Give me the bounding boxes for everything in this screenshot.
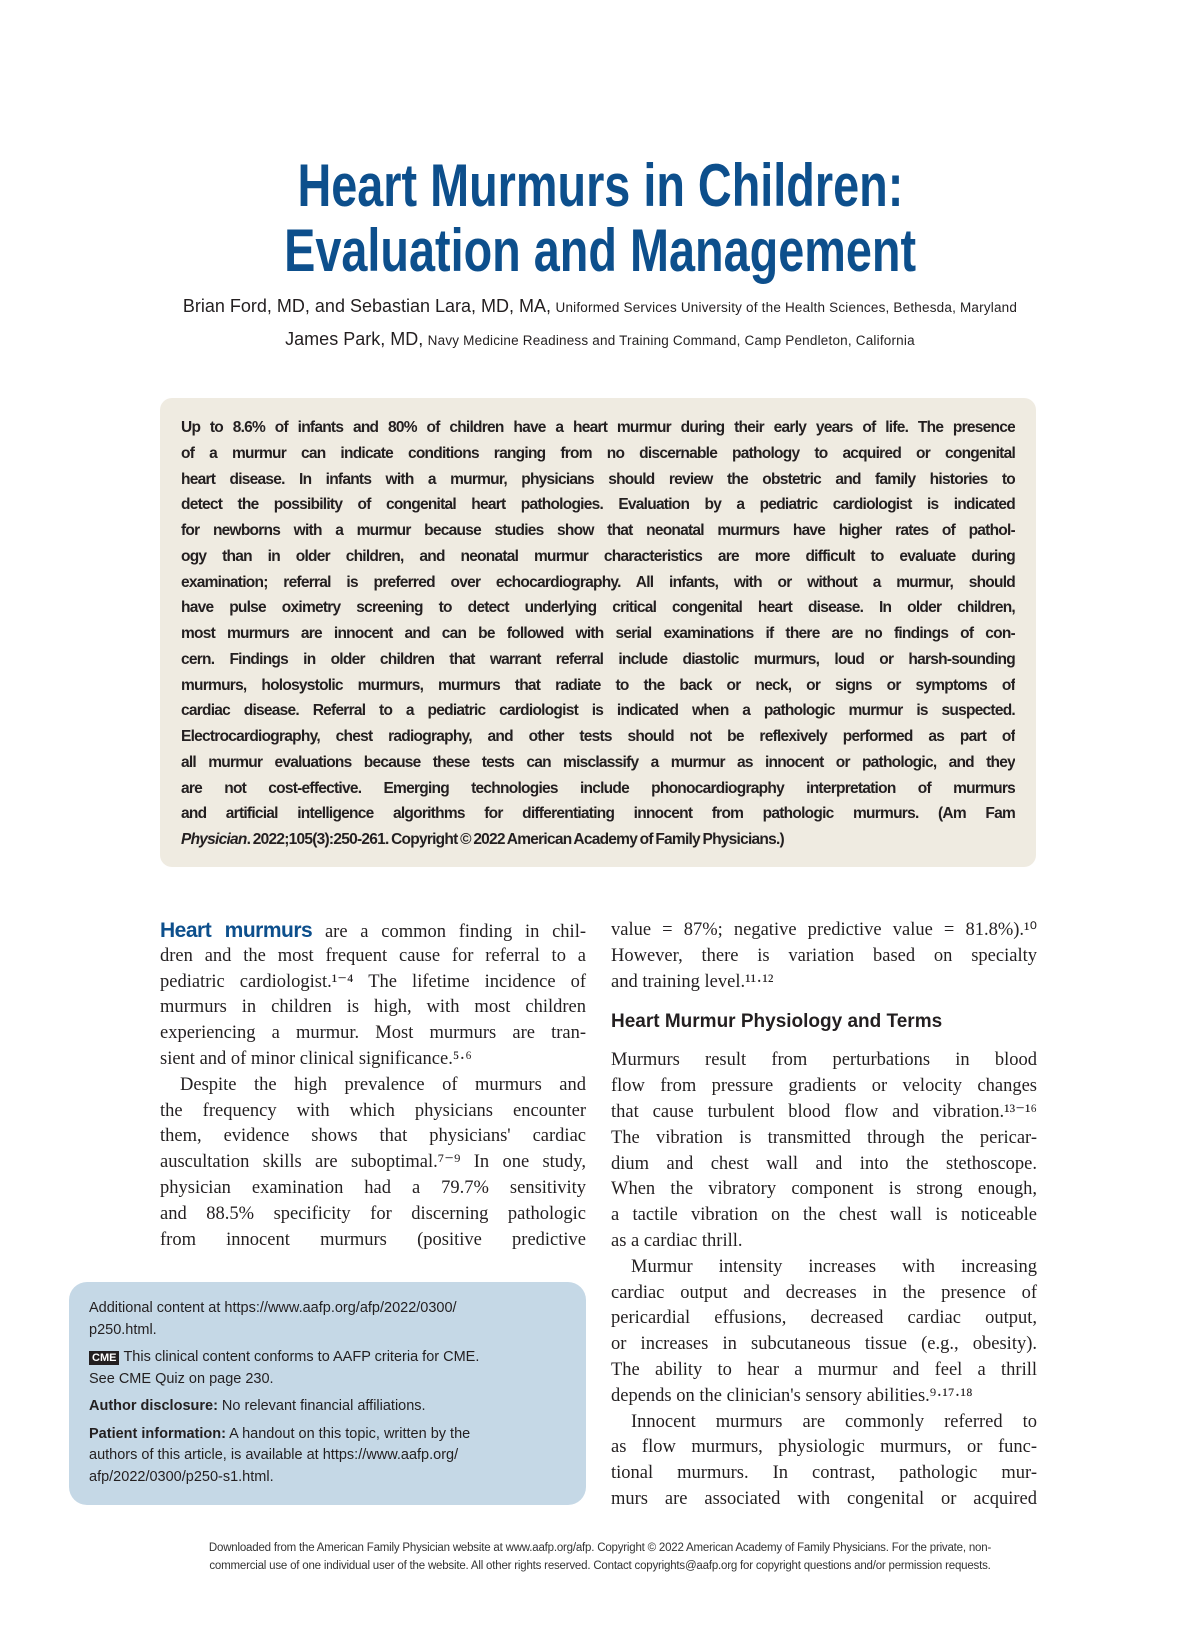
body-text-line xyxy=(611,1332,1037,1358)
body-text-line xyxy=(160,1099,586,1125)
line-text: The vibration is transmitted through the pericar- xyxy=(611,1127,1037,1148)
line-text: Murmur intensity increases with increasing xyxy=(631,1256,1037,1277)
abstract-line: Up to 8.6% of infants and 80% of children have a heart murmur during their early years of life. The presence xyxy=(181,419,1015,436)
abstract-citation-line xyxy=(181,827,1015,853)
abstract-line: examination; referral is preferred over echocardiography. All infants, with or without a murmur, should xyxy=(181,573,1015,591)
abstract-line: of a murmur can indicate conditions ranging from no discernable pathology to acquired or congenital xyxy=(181,444,1015,462)
line-text: sient and of minor clinical significance.⁵·⁶ xyxy=(160,1048,472,1069)
line-text: tional murmurs. In contrast, pathologic mur- xyxy=(611,1463,1037,1484)
body-text-line xyxy=(611,1281,1037,1307)
citation-journal: Physician xyxy=(181,831,247,848)
abstract-box xyxy=(160,398,1036,867)
abstract-text xyxy=(181,415,1015,853)
line-text: the frequency with which physicians encounter xyxy=(160,1100,586,1121)
line-text: are a common finding in chil- xyxy=(324,922,586,942)
citation-details: . 2022;105(3):250-261. Copyright © 2022 American Academy of Family Physicians.) xyxy=(246,831,784,848)
section-heading: Heart Murmur Physiology and Terms xyxy=(611,1011,943,1033)
additional-content-link[interactable]: Additional content at https://www.aafp.org/afp/2022/0300/ xyxy=(89,1300,457,1316)
disclosure-text: No relevant financial affiliations. xyxy=(217,1398,426,1414)
line-text: dium and chest wall and into the stethoscope. xyxy=(611,1153,1037,1174)
patient-info-text: A handout on this topic, written by the xyxy=(225,1425,471,1442)
author-disclosure xyxy=(89,1396,569,1418)
author-line-2 xyxy=(0,329,1200,350)
abstract-line: all murmur evaluations because these tests can misclassify a murmur as innocent or pathologic, and they xyxy=(181,753,1015,771)
line-text: experiencing a murmur. Most murmurs are tran- xyxy=(160,1023,586,1044)
right-column xyxy=(611,918,1037,1513)
abstract-line: detect the possibility of congenital heart pathologies. Evaluation by a pediatric cardiologist is indicated xyxy=(181,496,1015,514)
line-text: dren and the most frequent cause for referral to a xyxy=(160,945,586,966)
line-text: Despite the high prevalence of murmurs and xyxy=(180,1074,586,1095)
footer-line: Downloaded from the American Family Physician website at www.aafp.org/afp. Copyright © 2022 American Academy of Family Physicians. For the private, non- xyxy=(208,1542,992,1554)
body-text-line xyxy=(611,1100,1037,1126)
abstract-line: are not cost-effective. Emerging technologies include phonocardiography interpretation of murmurs xyxy=(181,779,1015,797)
body-text-line xyxy=(160,1124,586,1150)
additional-content-note xyxy=(89,1298,569,1341)
lead-in-heading: Heart murmurs xyxy=(160,919,313,942)
body-text-line xyxy=(160,1021,586,1047)
line-text: pediatric cardiologist.¹⁻⁴ The lifetime incidence of xyxy=(160,971,586,992)
disclosure-label: Author disclosure: xyxy=(89,1398,218,1414)
line-text: Innocent murmurs are commonly referred to xyxy=(631,1411,1037,1432)
line-text: from innocent murmurs (positive predictive xyxy=(160,1229,586,1250)
line-text: and 88.5% specificity for discerning pathologic xyxy=(160,1203,586,1224)
line-text: murs are associated with congenital or acquired xyxy=(611,1488,1037,1509)
patient-information xyxy=(89,1424,569,1489)
author-affiliation: Uniformed Services University of the Health Sciences, Bethesda, Maryland xyxy=(555,300,1018,315)
body-text-line xyxy=(160,1073,586,1099)
body-text-line xyxy=(160,1176,586,1202)
body-text-line xyxy=(160,1202,586,1228)
cme-note xyxy=(89,1347,569,1390)
body-text-line xyxy=(611,1048,1037,1074)
body-text-line xyxy=(611,944,1037,970)
line-text: value = 87%; negative predictive value = 81.8%).¹⁰ xyxy=(611,920,1037,940)
abstract-line: most murmurs are innocent and can be followed with serial examinations if there are no findings of con- xyxy=(181,625,1015,642)
cme-text: See CME Quiz on page 230. xyxy=(89,1370,274,1387)
body-text-line xyxy=(160,918,586,944)
line-text: When the vibratory component is strong enough, xyxy=(611,1179,1037,1200)
line-text: them, evidence shows that physicians' cardiac xyxy=(160,1126,586,1147)
abstract-line: ogy than in older children, and neonatal murmur characteristics are more difficult to evaluate during xyxy=(181,547,1015,565)
line-text: The ability to hear a murmur and feel a thrill xyxy=(611,1359,1037,1380)
line-text: murmurs in children is high, with most children xyxy=(160,997,586,1018)
body-text-line xyxy=(611,1152,1037,1178)
line-text: as flow murmurs, physiologic murmurs, or func- xyxy=(611,1437,1037,1458)
abstract-line: Electrocardiography, chest radiography, and other tests should not be reflexively performed as part of xyxy=(181,728,1015,745)
author-names: James Park, MD, xyxy=(285,329,424,349)
body-text-line xyxy=(160,944,586,970)
article-title-line-1: Heart Murmurs in Children: xyxy=(297,152,903,219)
body-text-line xyxy=(611,1461,1037,1487)
body-text-line xyxy=(611,1203,1037,1229)
cme-badge: CME xyxy=(89,1351,119,1365)
body-text-line xyxy=(611,918,1037,944)
body-text-line xyxy=(611,970,1037,996)
body-text-line xyxy=(611,1306,1037,1332)
line-text: cardiac output and decreases in the presence of xyxy=(611,1282,1037,1303)
additional-content-link[interactable]: p250.html. xyxy=(89,1321,157,1338)
line-text: However, there is variation based on specialty xyxy=(611,945,1037,966)
line-text: auscultation skills are suboptimal.⁷⁻⁹ In one study, xyxy=(160,1152,586,1173)
line-text: as a cardiac thrill. xyxy=(611,1230,743,1251)
line-text: and training level.¹¹·¹² xyxy=(611,971,774,992)
abstract-line: cern. Findings in older children that warrant referral include diastolic murmurs, loud or harsh-sounding xyxy=(181,650,1015,668)
body-text-line xyxy=(611,1177,1037,1203)
line-text: pericardial effusions, decreased cardiac output, xyxy=(611,1308,1037,1329)
body-text-line xyxy=(611,1384,1037,1410)
line-text: a tactile vibration on the chest wall is noticeable xyxy=(611,1205,1037,1226)
line-text: that cause turbulent blood flow and vibration.¹³⁻¹⁶ xyxy=(611,1101,1037,1122)
author-affiliation: Navy Medicine Readiness and Training Command, Camp Pendleton, California xyxy=(427,333,915,348)
abstract-line: have pulse oximetry screening to detect underlying critical congenital heart disease. In older children, xyxy=(181,599,1015,617)
author-line-1 xyxy=(0,296,1200,317)
info-sidebar xyxy=(69,1282,586,1505)
body-text-line xyxy=(611,1410,1037,1436)
article-title-line-2: Evaluation and Management xyxy=(284,217,916,284)
body-text-line xyxy=(611,1255,1037,1281)
patient-info-link[interactable]: afp/2022/0300/p250-s1.html. xyxy=(89,1468,274,1485)
line-text: depends on the clinician's sensory abilities.⁹·¹⁷·¹⁸ xyxy=(611,1385,973,1406)
abstract-line: for newborns with a murmur because studies show that neonatal murmurs have higher rates of pathol- xyxy=(181,522,1015,539)
line-text: flow from pressure gradients or velocity changes xyxy=(611,1076,1037,1097)
line-text: or increases in subcutaneous tissue (e.g., obesity). xyxy=(611,1334,1037,1355)
patient-info-text: authors of this article, is available at https://www.aafp.org/ xyxy=(89,1447,459,1463)
body-text-line xyxy=(160,970,586,996)
line-text: physician examination had a 79.7% sensitivity xyxy=(160,1177,586,1198)
copyright-footer xyxy=(0,1539,1200,1575)
abstract-line: and artificial intelligence algorithms for differentiating innocent from pathologic murmurs. (Am Fam xyxy=(181,805,1015,823)
body-text-line xyxy=(611,1074,1037,1100)
body-text-line xyxy=(160,1228,586,1254)
body-text-line xyxy=(160,995,586,1021)
abstract-line: cardiac disease. Referral to a pediatric cardiologist is indicated when a pathologic murmur is suspected. xyxy=(181,702,1015,720)
footer-line: commercial use of one individual user of the website. All other rights reserved. Contact copyrights@aafp.org for copyright questions and/or permission requests. xyxy=(209,1560,991,1572)
body-text-line xyxy=(611,1487,1037,1513)
abstract-line: heart disease. In infants with a murmur, physicians should review the obstetric and family histories to xyxy=(181,470,1015,488)
body-text-line xyxy=(611,1126,1037,1152)
author-names: Brian Ford, MD, and Sebastian Lara, MD, MA, xyxy=(182,296,552,316)
body-text-line xyxy=(160,1150,586,1176)
body-text-line xyxy=(160,1047,586,1073)
body-text-line xyxy=(611,1229,1037,1255)
body-text-line xyxy=(611,1435,1037,1461)
cme-text: This clinical content conforms to AAFP criteria for CME. xyxy=(123,1349,480,1365)
body-text-line xyxy=(611,1358,1037,1384)
left-column xyxy=(160,918,586,1253)
abstract-line: murmurs, holosystolic murmurs, murmurs that radiate to the back or neck, or signs or symptoms of xyxy=(181,676,1015,694)
patient-info-label: Patient information: xyxy=(89,1425,226,1442)
line-text: Murmurs result from perturbations in blood xyxy=(611,1050,1037,1071)
